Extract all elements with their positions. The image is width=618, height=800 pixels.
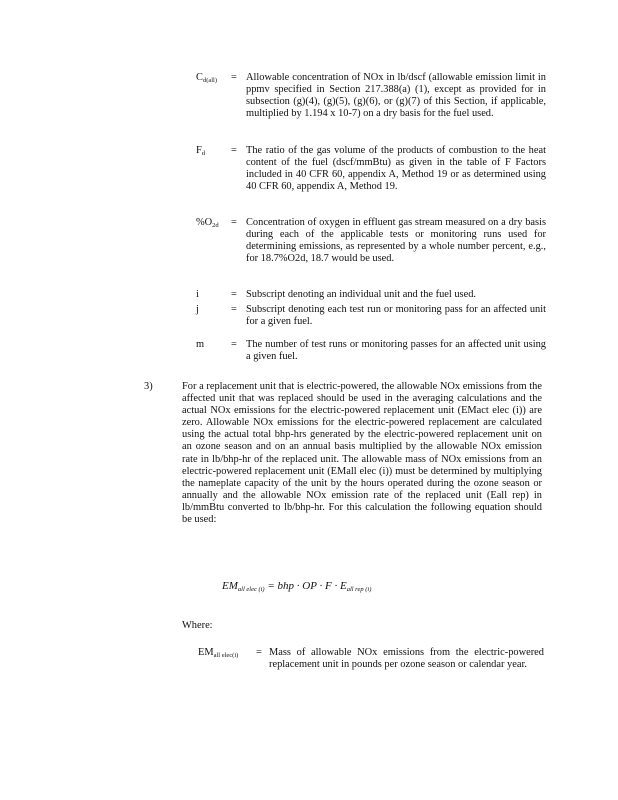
- equals-sign: =: [256, 647, 262, 658]
- definition-symbol: $\%O_{2d}$: [196, 217, 219, 229]
- definition-text: Allowable concentration of NOx in lb/dscf (allowable emission limit in ppmv specified in Section 217.388(a) (1), except as provided for in subsection (g)(4), (g)(5), (g)(6), or (g)(7) of this Section, if applicable, multiplied by 1.194 x 10-7) on a dry basis for the fuel used.: [246, 72, 546, 120]
- equals-sign: =: [231, 304, 237, 315]
- equals-sign: =: [231, 145, 237, 156]
- definition-c-dall: [196, 72, 546, 120]
- definition-o2d: [196, 217, 546, 265]
- definition-text: Subscript denoting each test run or monitoring pass for an affected unit for a given fuel.: [246, 304, 546, 328]
- definition-text: The ratio of the gas volume of the products of combustion to the heat content of the fuel (dscf/mmBtu) as given in the table of F Factors included in 40 CFR 60, appendix A, Method 19 or as determined using 40 CFR 60, appendix A, Method 19.: [246, 145, 546, 193]
- equation-lhs: EM: [222, 580, 238, 592]
- equals-sign: =: [231, 339, 237, 350]
- equals-sign: =: [231, 289, 237, 300]
- definition-j: [196, 304, 546, 328]
- paragraph-text: For a replacement unit that is electric-powered, the allowable NOx emissions from the affected unit that was replaced should be used in the averaging calculations and the actual NOx emissions for the electric-powered replacement unit (EMact elec (i)) are zero. Allowable NOx emissions for the electric-powered replacement are calculated using the actual total bhp-hrs generated by the electric-powered replacement unit on an ozone season and on an annual basis multiplied by the allowable NOx emission rate in lb/bhp-hr of the replaced unit. The allowable mass of NOx emissions from an electric-powered replacement unit (EMall elec (i)) must be determined by multiplying the nameplate capacity of the unit by the hours operated during the ozone season or annually and the allowable NOx emission rate of the replaced unit (Eall rep) in lb/mmBtu converted to lb/bhp-hr. For this calculation the following equation should be used:: [182, 381, 542, 526]
- definition-symbol: $C_{d(all)}$: [196, 72, 218, 84]
- definition-symbol: m: [196, 339, 205, 350]
- equation: [222, 580, 371, 596]
- equation-rhs: = bhp · OP · F · E: [267, 580, 347, 592]
- equals-sign: =: [231, 72, 237, 83]
- where-label: Where:: [182, 620, 213, 631]
- definition-text: The number of test runs or monitoring passes for an affected unit using a given fuel.: [246, 339, 546, 363]
- definition-symbol: $F_d$: [196, 145, 206, 157]
- definition-i: [196, 289, 546, 301]
- definition-symbol: j: [196, 304, 199, 315]
- definition-m: [196, 339, 546, 363]
- equals-sign: =: [231, 217, 237, 228]
- definition-symbol: $EM_{all elec(i)}$: [198, 647, 239, 659]
- equation-rhs-subscript: all rep (i): [346, 586, 372, 593]
- paragraph-number: 3): [144, 381, 153, 392]
- definition-text: Subscript denoting an individual unit and the fuel used.: [246, 289, 476, 300]
- definition-symbol: i: [196, 289, 199, 300]
- definition-em-all-elec: [198, 647, 544, 671]
- definition-fd: [196, 145, 546, 193]
- definition-text: Concentration of oxygen in effluent gas stream measured on a dry basis during each of the applicable tests or monitoring runs used for determining emissions, as represented by a whole number percent, e.g., for 18.7%O2d, 18.7 would be used.: [246, 217, 546, 265]
- equation-lhs-subscript: all elec (i): [237, 586, 265, 593]
- definition-text: Mass of allowable NOx emissions from the electric-powered replacement unit in pounds per ozone season or calendar year.: [269, 647, 544, 671]
